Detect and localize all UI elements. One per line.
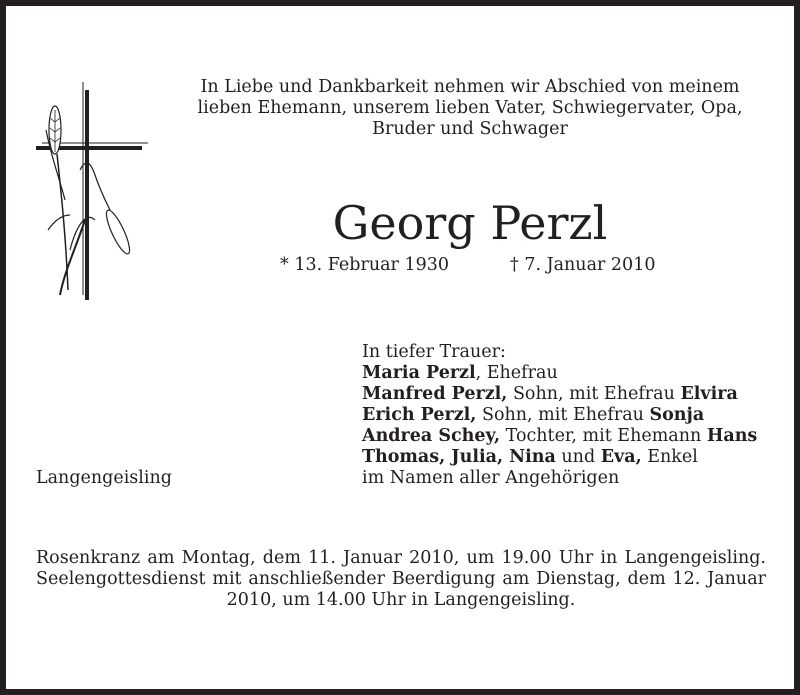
mourner-row	[362, 384, 757, 405]
mourner-row	[362, 426, 757, 447]
death-date: † 7. Januar 2010	[510, 255, 656, 275]
intro-line: In Liebe und Dankbarkeit nehmen wir Abschied von meinem	[200, 77, 740, 97]
mourners-list	[362, 342, 757, 489]
cross-with-wheat-icon	[30, 80, 150, 300]
service-info: Rosenkranz am Montag, dem 11. Januar 2010, um 19.00 Uhr in Langengeisling. Seelengottesdienst mit anschließender Beerdigung am Dienstag, dem 12. Januar 2010, um 14.00 Uhr in Langengeisling.	[36, 548, 766, 610]
intro-line: Bruder und Schwager	[372, 119, 568, 139]
place: Langengeisling	[36, 468, 172, 488]
grandchild-name: Eva,	[600, 447, 642, 467]
birth-date: * 13. Februar 1930	[280, 255, 449, 275]
spouse-name: Sonja	[649, 405, 705, 425]
conjunction: und	[555, 447, 601, 467]
mourner-relation: Sohn, mit Ehefrau	[507, 384, 681, 404]
spouse-name: Elvira	[680, 384, 738, 404]
mourner-relation: Sohn, mit Ehefrau	[476, 405, 650, 425]
intro-line: lieben Ehemann, unserem lieben Vater, Schwiegervater, Opa,	[197, 98, 743, 118]
grandchildren-names: Thomas, Julia, Nina	[362, 447, 556, 467]
mourners-heading: In tiefer Trauer:	[362, 342, 506, 362]
intro-text	[170, 77, 770, 140]
mourner-name: Andrea Schey,	[362, 426, 501, 446]
deceased-name: Georg Perzl	[332, 196, 608, 250]
mourner-relation: , Ehefrau	[475, 363, 558, 383]
mourner-name: Manfred Perzl,	[362, 384, 508, 404]
grandchildren-relation: Enkel	[641, 447, 698, 467]
mourner-row	[362, 363, 757, 384]
mourners-closing: im Namen aller Angehörigen	[362, 468, 620, 488]
spouse-name: Hans	[706, 426, 758, 446]
mourner-name: Erich Perzl,	[362, 405, 477, 425]
mourner-row	[362, 405, 757, 426]
mourner-relation: Tochter, mit Ehemann	[500, 426, 707, 446]
grandchildren-row	[362, 447, 757, 468]
mourner-name: Maria Perzl	[362, 363, 476, 383]
